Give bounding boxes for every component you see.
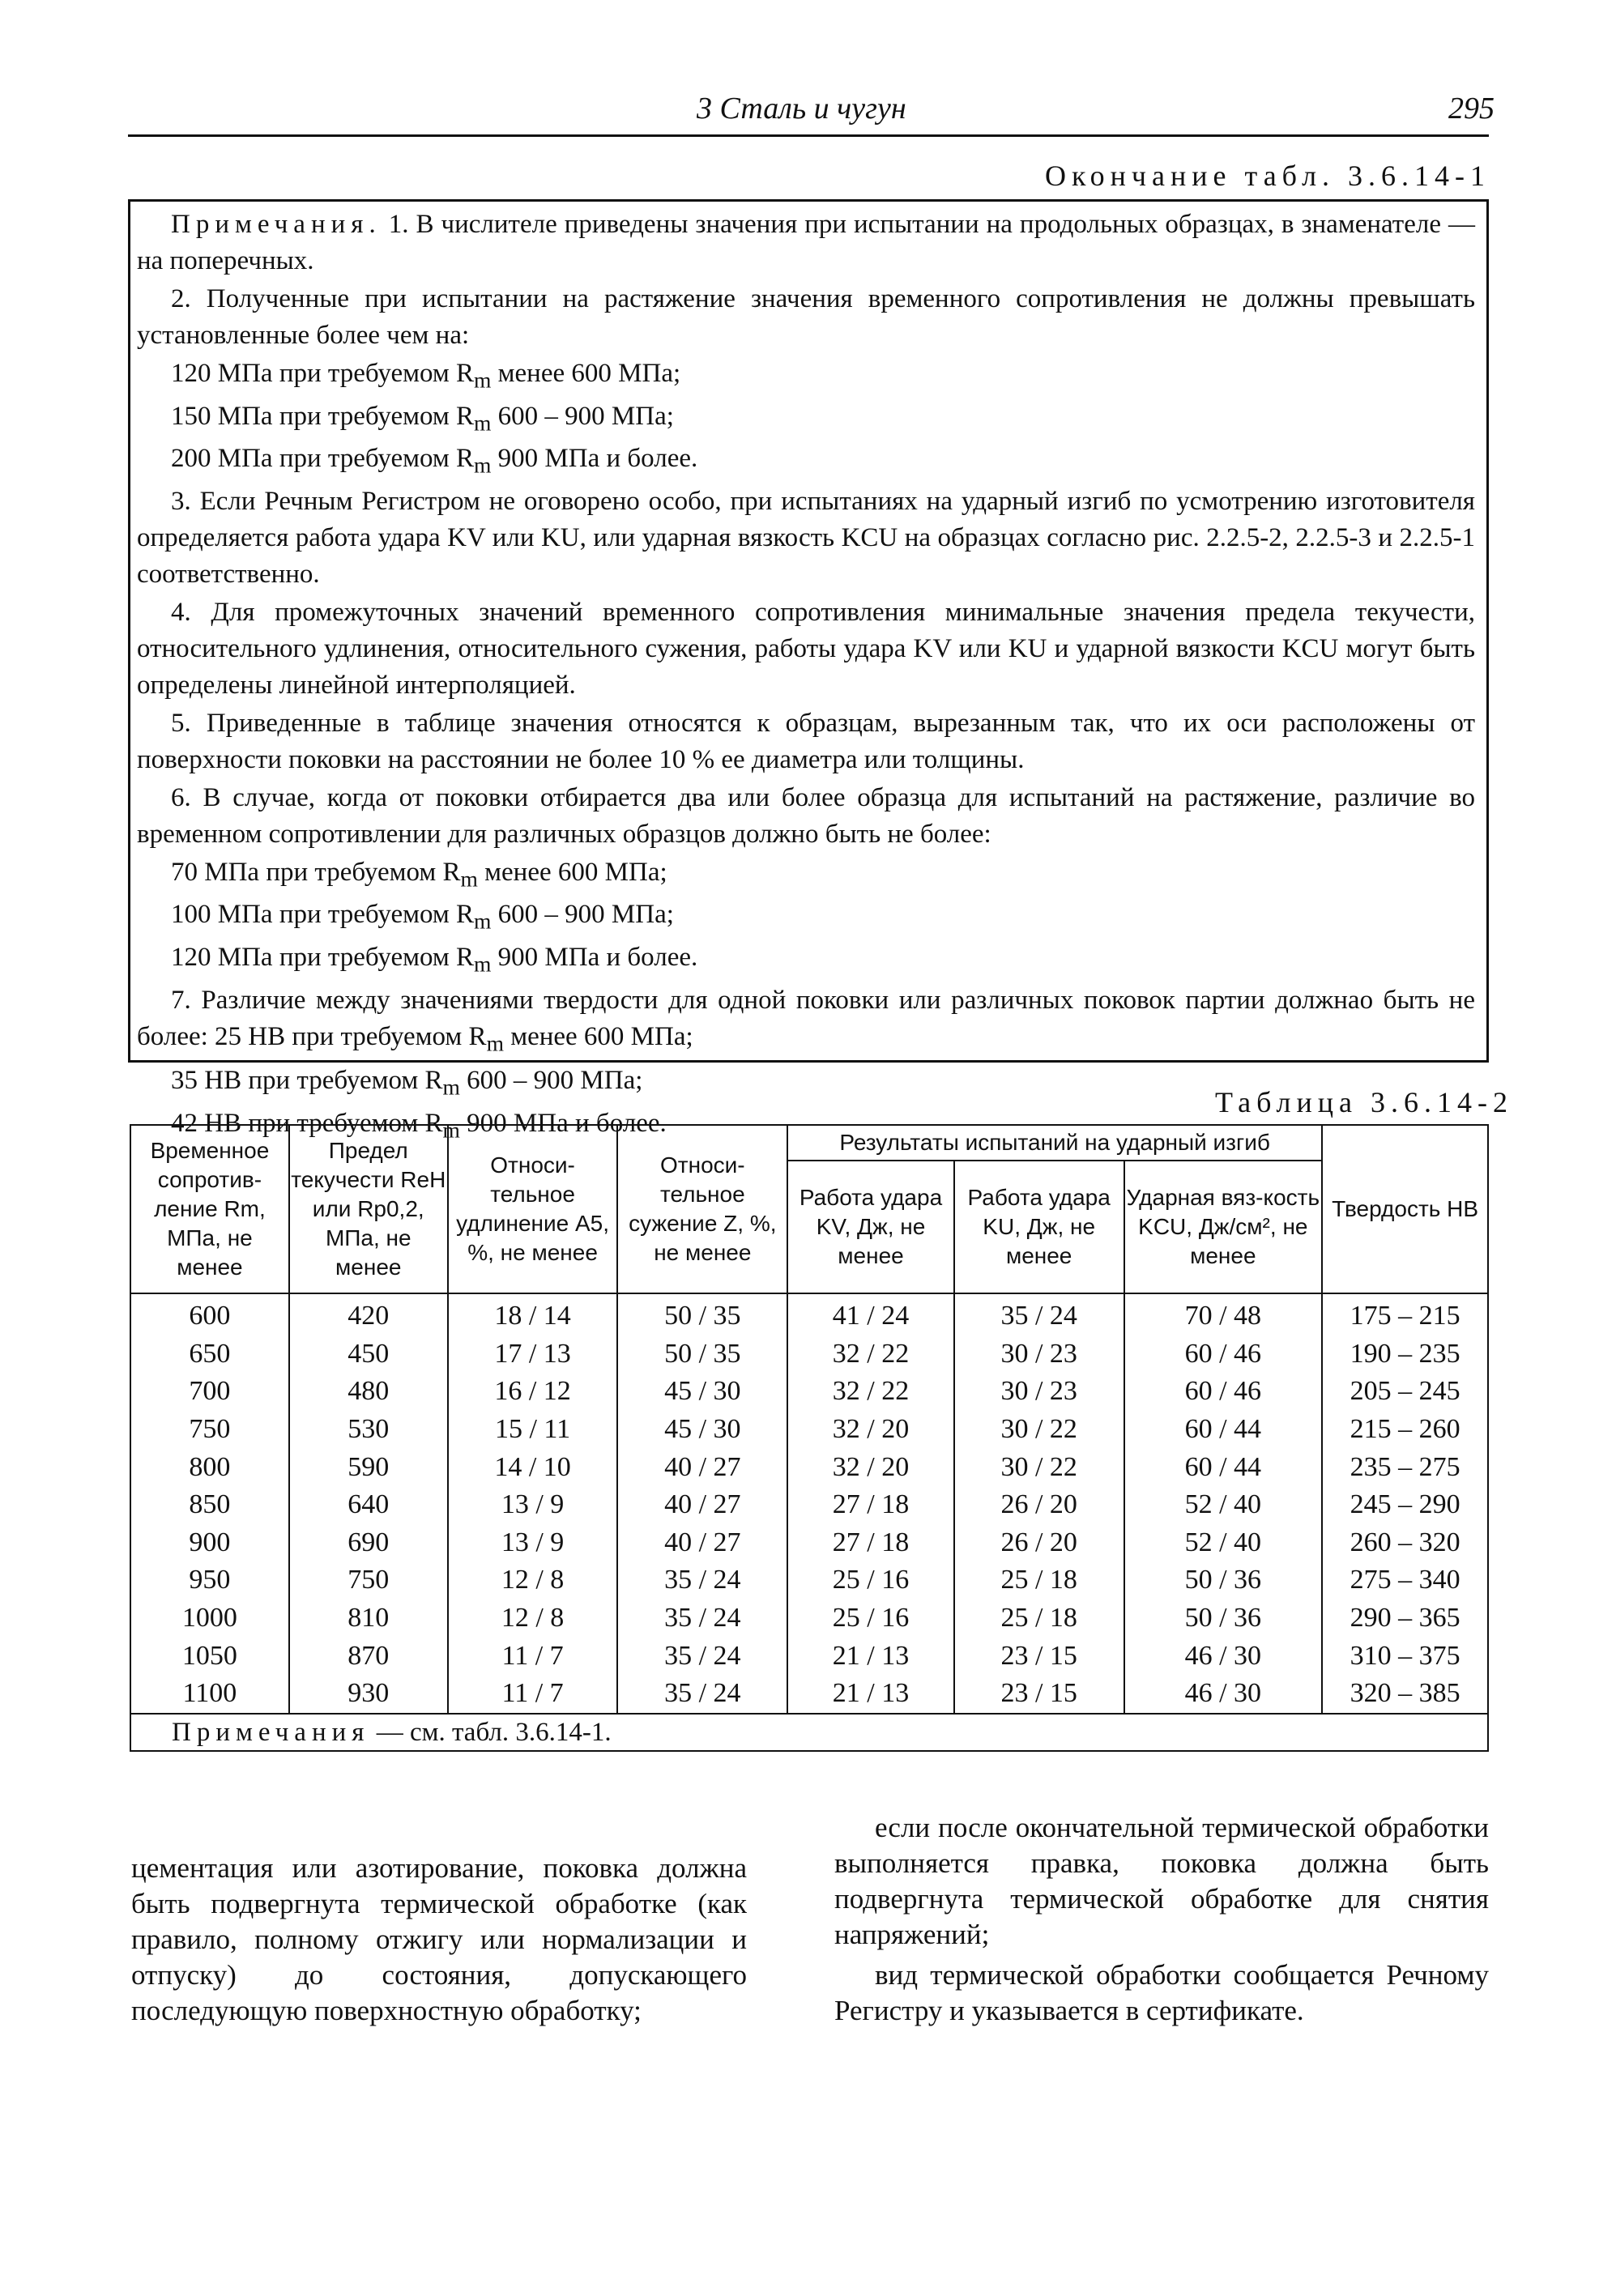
- table-row: [130, 1561, 1488, 1600]
- running-header-title: 3 Сталь и чугун: [697, 92, 906, 126]
- table-cell: 32 / 20: [787, 1411, 954, 1449]
- table-cell: 450: [289, 1335, 448, 1374]
- table-row: [130, 1524, 1488, 1562]
- note-5: 5. Приведенные в таблице значения относятся к образцам, вырезанным так, что их оси расположены от поверхности поковки на расстоянии не более 10 % ее диаметра или толщины.: [137, 708, 1475, 774]
- table-cell: 25 / 18: [954, 1561, 1124, 1600]
- table-cell: 11 / 7: [448, 1637, 618, 1675]
- table-cell: 41 / 24: [787, 1293, 954, 1335]
- body-right-column: [834, 1810, 1489, 2034]
- table-cell: 12 / 8: [448, 1600, 618, 1638]
- table-cell: 50 / 35: [617, 1293, 787, 1335]
- properties-table: [130, 1124, 1489, 1752]
- table-cell: 190 – 235: [1322, 1335, 1488, 1374]
- note-7-line-2: 42 HB при требуемом $R_m$ 900 МПа и более.: [171, 1108, 667, 1143]
- table-cell: 14 / 10: [448, 1448, 618, 1486]
- table-cell: 50 / 36: [1124, 1561, 1323, 1600]
- table-row: [130, 1637, 1488, 1675]
- table-cell: 245 – 290: [1322, 1486, 1488, 1524]
- note-6-line-3: 120 МПа при требуемом $R_m$ 900 МПа и более.: [171, 942, 698, 977]
- table-row: [130, 1373, 1488, 1411]
- table-cell: 800: [130, 1448, 289, 1486]
- table-cell: 26 / 20: [954, 1486, 1124, 1524]
- table-cell: 640: [289, 1486, 448, 1524]
- table-cell: 70 / 48: [1124, 1293, 1323, 1335]
- table-cell: 700: [130, 1373, 289, 1411]
- table-cell: 32 / 22: [787, 1335, 954, 1374]
- table-cell: 50 / 35: [617, 1335, 787, 1374]
- table-cell: 27 / 18: [787, 1486, 954, 1524]
- table-cell: 290 – 365: [1322, 1600, 1488, 1638]
- table-cell: 52 / 40: [1124, 1524, 1323, 1562]
- table-cell: 25 / 16: [787, 1561, 954, 1600]
- header-hardness: Твердость HB: [1322, 1125, 1488, 1293]
- table-cell: 40 / 27: [617, 1448, 787, 1486]
- table-row: [130, 1486, 1488, 1524]
- body-left-column: [131, 1851, 747, 2034]
- table-cell: 215 – 260: [1322, 1411, 1488, 1449]
- table-cell: 30 / 23: [954, 1335, 1124, 1374]
- note-2-line-1: 120 МПа при требуемом $R_m$ менее 600 МПа;: [171, 359, 681, 393]
- table-cell: 650: [130, 1335, 289, 1374]
- table-cell: 46 / 30: [1124, 1637, 1323, 1675]
- body-right-paragraph-2: вид термической обработки сообщается Речному Регистру и указывается в сертификате.: [834, 1959, 1489, 2026]
- table-cell: 310 – 375: [1322, 1637, 1488, 1675]
- table-cell: 27 / 18: [787, 1524, 954, 1562]
- table-cell: 11 / 7: [448, 1675, 618, 1714]
- table-cell: 275 – 340: [1322, 1561, 1488, 1600]
- table-cell: 30 / 23: [954, 1373, 1124, 1411]
- table-cell: 21 / 13: [787, 1675, 954, 1714]
- table-cell: 18 / 14: [448, 1293, 618, 1335]
- table-cell: 30 / 22: [954, 1411, 1124, 1449]
- table-cell: 420: [289, 1293, 448, 1335]
- table-cell: 32 / 20: [787, 1448, 954, 1486]
- table-cell: 25 / 18: [954, 1600, 1124, 1638]
- table-cell: 60 / 46: [1124, 1335, 1323, 1374]
- table-row: [130, 1293, 1488, 1335]
- table-cell: 13 / 9: [448, 1486, 618, 1524]
- header-ku: Работа удара KU, Дж, не менее: [954, 1161, 1124, 1293]
- table-cell: 930: [289, 1675, 448, 1714]
- table-cell: 60 / 44: [1124, 1411, 1323, 1449]
- table-body: [130, 1293, 1488, 1714]
- note-6-line-2: 100 МПа при требуемом $R_m$ 600 – 900 МПа;: [171, 900, 674, 934]
- header-kv: Работа удара KV, Дж, не менее: [787, 1161, 954, 1293]
- body-left-paragraph: цементация или азотирование, поковка должна быть подвергнута термической обработке (как правило, полному отжигу или нормализации и отпуску) до состояния, допускающего последующую поверхностную обработку;: [131, 1852, 747, 2026]
- header-rule: [128, 134, 1489, 137]
- table-cell: 235 – 275: [1322, 1448, 1488, 1486]
- table-cell: 690: [289, 1524, 448, 1562]
- table-cell: 35 / 24: [617, 1600, 787, 1638]
- table-cell: 530: [289, 1411, 448, 1449]
- table-cell: 1050: [130, 1637, 289, 1675]
- note-2: 2. Полученные при испытании на растяжение значения временного сопротивления не должны превышать установленные более чем на:: [137, 284, 1475, 350]
- note-7-line-1: 35 HB при требуемом $R_m$ 600 – 900 МПа;: [171, 1066, 643, 1100]
- table-cell: 16 / 12: [448, 1373, 618, 1411]
- table-cell: 810: [289, 1600, 448, 1638]
- table-row: [130, 1335, 1488, 1374]
- table-cell: 175 – 215: [1322, 1293, 1488, 1335]
- notes-caption: Окончание табл. 3.6.14-1: [1045, 160, 1491, 192]
- table-cell: 950: [130, 1561, 289, 1600]
- table-cell: 50 / 36: [1124, 1600, 1323, 1638]
- table-cell: 590: [289, 1448, 448, 1486]
- note-6: 6. В случае, когда от поковки отбирается два или более образца для испытаний на растяжение, различие во временном сопротивлении для различных образцов должно быть не более:: [137, 782, 1475, 849]
- table-cell: 46 / 30: [1124, 1675, 1323, 1714]
- table-cell: 30 / 22: [954, 1448, 1124, 1486]
- note-1: Примечания. 1. В числителе приведены значения при испытании на продольных образцах, в знаменателе — на поперечных.: [137, 210, 1476, 275]
- table-note: Примечания — см. табл. 3.6.14-1.: [130, 1714, 1488, 1751]
- table-cell: 15 / 11: [448, 1411, 618, 1449]
- table-cell: 45 / 30: [617, 1411, 787, 1449]
- table-cell: 35 / 24: [617, 1675, 787, 1714]
- table-cell: 60 / 46: [1124, 1373, 1323, 1411]
- header-reduction-of-area: Относи-тельное сужение Z, %, не менее: [617, 1125, 787, 1293]
- table-cell: 320 – 385: [1322, 1675, 1488, 1714]
- table-cell: 23 / 15: [954, 1675, 1124, 1714]
- header-kcu: Ударная вяз-кость KCU, Дж/см², не менее: [1124, 1161, 1323, 1293]
- notes-label: Примечания.: [171, 210, 382, 239]
- table-cell: 13 / 9: [448, 1524, 618, 1562]
- note-4: 4. Для промежуточных значений временного сопротивления минимальные значения предела текучести, относительного удлинения, относительного сужения, работы удара KV или KU и ударной вязкости KCU могут быть определены линейной интерполяцией.: [137, 597, 1475, 700]
- header-tensile-strength: Временное сопротив-ление Rm, МПа, не менее: [130, 1125, 289, 1293]
- table-cell: 35 / 24: [617, 1637, 787, 1675]
- table-cell: 45 / 30: [617, 1373, 787, 1411]
- table-cell: 23 / 15: [954, 1637, 1124, 1675]
- table-cell: 35 / 24: [954, 1293, 1124, 1335]
- table-cell: 205 – 245: [1322, 1373, 1488, 1411]
- table-cell: 750: [130, 1411, 289, 1449]
- header-elongation: Относи-тельное удлинение A5, %, не менее: [448, 1125, 618, 1293]
- page-number: 295: [1448, 92, 1495, 126]
- table-cell: 850: [130, 1486, 289, 1524]
- table-cell: 12 / 8: [448, 1561, 618, 1600]
- note-3: 3. Если Речным Регистром не оговорено особо, при испытаниях на ударный изгиб по усмотрению изготовителя определяется работа удара KV или KU, или ударная вязкость KCU на образцах согласно рис. 2.2.5-2, 2.2.5-3 и 2.2.5-1 соответственно.: [137, 486, 1475, 589]
- table-cell: 870: [289, 1637, 448, 1675]
- table-caption: Таблица 3.6.14-2: [1215, 1086, 1513, 1118]
- table-row: [130, 1675, 1488, 1714]
- table-row: [130, 1600, 1488, 1638]
- table-row: [130, 1448, 1488, 1486]
- note-7: 7. Различие между значениями твердости для одной поковки или различных поковок партии должнао быть не более: 25 HB при требуемом $R_m$ менее 600 МПа;: [137, 985, 1475, 1056]
- note-2-line-3: 200 МПа при требуемом $R_m$ 900 МПа и более.: [171, 444, 698, 478]
- header-yield-strength: Предел текучести ReH или Rp0,2, МПа, не менее: [289, 1125, 448, 1293]
- table-cell: 40 / 27: [617, 1524, 787, 1562]
- table-cell: 1100: [130, 1675, 289, 1714]
- note-2-line-2: 150 МПа при требуемом $R_m$ 600 – 900 МПа;: [171, 401, 674, 436]
- body-right-paragraph-1: если после окончательной термической обработки выполняется правка, поковка должна быть подвергнута термической обработке для снятия напряжений;: [834, 1812, 1489, 1950]
- note-6-line-1: 70 МПа при требуемом $R_m$ менее 600 МПа;: [171, 857, 667, 892]
- table-cell: 1000: [130, 1600, 289, 1638]
- table-cell: 600: [130, 1293, 289, 1335]
- table-cell: 25 / 16: [787, 1600, 954, 1638]
- table-cell: 750: [289, 1561, 448, 1600]
- table-cell: 260 – 320: [1322, 1524, 1488, 1562]
- header-impact-group: Результаты испытаний на ударный изгиб: [787, 1125, 1322, 1161]
- table-cell: 52 / 40: [1124, 1486, 1323, 1524]
- table-cell: 40 / 27: [617, 1486, 787, 1524]
- table-cell: 35 / 24: [617, 1561, 787, 1600]
- table-cell: 60 / 44: [1124, 1448, 1323, 1486]
- table-row: [130, 1411, 1488, 1449]
- table-cell: 480: [289, 1373, 448, 1411]
- table-cell: 17 / 13: [448, 1335, 618, 1374]
- table-cell: 26 / 20: [954, 1524, 1124, 1562]
- table-cell: 21 / 13: [787, 1637, 954, 1675]
- table-cell: 900: [130, 1524, 289, 1562]
- table-cell: 32 / 22: [787, 1373, 954, 1411]
